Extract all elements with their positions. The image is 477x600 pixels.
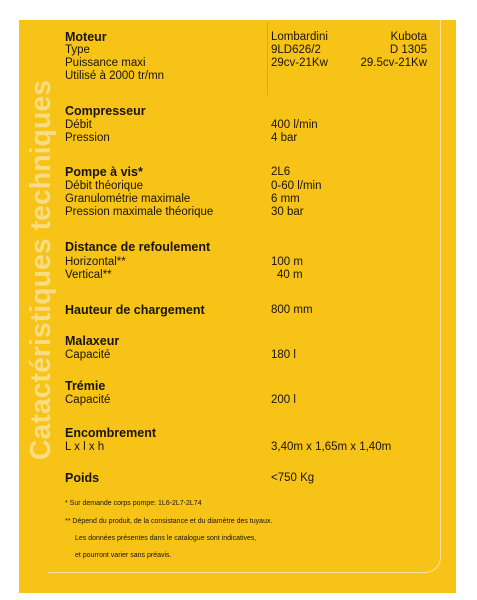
row-label: Puissance maxi — [65, 57, 146, 69]
row-value: 6 mm — [271, 193, 300, 205]
row-label: Débit — [65, 119, 92, 131]
compresseur-heading: Compresseur — [65, 104, 146, 118]
row-label: Pression maximale théorique — [65, 206, 214, 218]
row-value: 100 m — [271, 256, 303, 268]
row-value: 4 bar — [271, 132, 298, 144]
row-label: Débit théorique — [65, 180, 143, 192]
row-value: 0-60 l/min — [271, 180, 322, 192]
footnote-pump: * Sur demande corps pompe: 1L6-2L7-2L74 — [65, 500, 202, 507]
disclaimer-line-2: et pourront varier sans préavis. — [75, 552, 172, 559]
footnote-distance: ** Dépend du produit, de la consistance et du diamètre des tuyaux. — [65, 518, 273, 525]
row-value: 400 l/min — [271, 119, 318, 131]
distance-heading: Distance de refoulement — [65, 240, 211, 254]
side-title: Catactéristiques techniques — [25, 79, 57, 461]
hauteur-heading: Hauteur de chargement — [65, 303, 205, 317]
pompe-heading: Pompe à vis* — [65, 165, 143, 179]
engine-column-separator — [267, 22, 268, 95]
row-value: 800 mm — [271, 304, 313, 316]
moteur-heading: Moteur — [65, 30, 107, 44]
lombardini-value: 29cv-21Kw — [271, 57, 328, 69]
kubota-value: D 1305 — [389, 44, 427, 56]
row-value: <750 Kg — [271, 472, 315, 484]
row-label: Type — [65, 44, 90, 56]
poids-heading: Poids — [65, 471, 100, 485]
malaxeur-heading: Malaxeur — [65, 334, 120, 348]
row-label: Utilisé à 2000 tr/mn — [65, 70, 165, 82]
row-label: L x l x h — [65, 441, 105, 453]
spec-card-border — [48, 20, 441, 573]
moteur-col2-header: Kubota — [390, 31, 427, 43]
row-label: Capacité — [65, 394, 111, 406]
row-value: 30 bar — [271, 206, 304, 218]
lombardini-value: 9LD626/2 — [271, 44, 321, 56]
pompe-model-value: 2L6 — [271, 166, 291, 178]
row-value: 40 m — [277, 269, 303, 281]
tremie-heading: Trémie — [65, 379, 106, 393]
row-label: Granulométrie maximale — [65, 193, 191, 205]
kubota-value: 29.5cv-21Kw — [360, 57, 427, 69]
row-value: 3,40m x 1,65m x 1,40m — [271, 441, 392, 453]
row-label: Capacité — [65, 349, 111, 361]
disclaimer-line-1: Les données présentes dans le catalogue sont indicatives, — [75, 535, 257, 542]
row-value: 180 l — [271, 349, 296, 361]
row-label: Horizontal** — [65, 256, 126, 268]
row-label: Pression — [65, 132, 110, 144]
row-value: 200 l — [271, 394, 296, 406]
row-label: Vertical** — [65, 269, 112, 281]
moteur-col1-header: Lombardini — [271, 31, 328, 43]
encombrement-heading: Encombrement — [65, 426, 156, 440]
